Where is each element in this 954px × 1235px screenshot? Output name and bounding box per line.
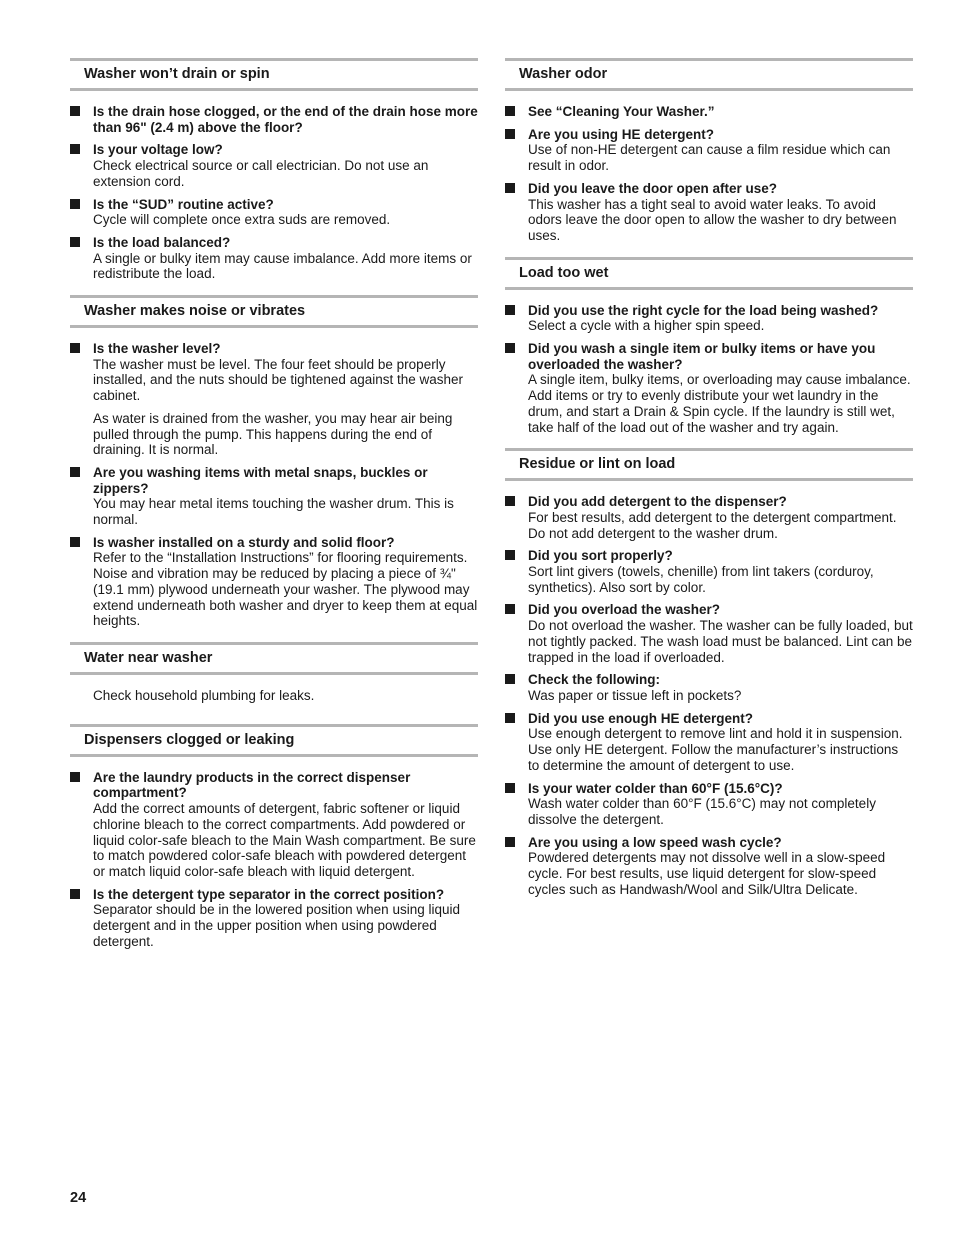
question-text: Is the load balanced? [93,234,231,250]
question-list [70,770,478,950]
square-bullet-icon [505,129,515,139]
question-text: Did you overload the washer? [528,602,721,618]
square-bullet-icon [505,837,515,847]
section-water-near-washer [70,642,478,704]
section-load-too-wet [505,257,913,436]
question-text: Did you wash a single item or bulky items or have you overloaded the washer? [528,341,876,372]
square-bullet-icon [70,199,80,209]
question-text: Are you using a low speed wash cycle? [528,834,782,850]
answer-text: Add the correct amounts of detergent, fabric softener or liquid chlorine bleach to the correct compartments. Add powdered or liquid color-safe bleach to the Main Wash compartment. Be sure to match powdered color-safe bleach with powdered detergent or match liquid color-safe bleach with liquid detergent. [93,801,476,879]
left-column [70,58,478,962]
list-item [505,494,913,541]
answer-text: Was paper or tissue left in pockets? [528,687,742,703]
list-item [505,602,913,665]
question-text: Is the washer level? [93,341,221,357]
list-item [70,142,478,189]
answer-text: Select a cycle with a higher spin speed. [528,318,765,334]
section-heading: Washer odor [505,58,913,91]
list-item [505,781,913,828]
answer-text: Cycle will complete once extra suds are removed. [93,212,391,228]
square-bullet-icon [505,713,515,723]
square-bullet-icon [505,496,515,506]
question-text: Did you sort properly? [528,548,673,564]
answer-text: You may hear metal items touching the washer drum. This is normal. [93,496,454,528]
list-item [505,303,913,334]
square-bullet-icon [70,144,80,154]
answer-text: For best results, add detergent to the detergent compartment. Do not add detergent to the washer drum. [528,509,897,541]
answer-text: Use of non-HE detergent can cause a film residue which can result in odor. [528,142,891,174]
question-text: Are you washing items with metal snaps, buckles or zippers? [93,464,428,496]
answer-text: Wash water colder than 60°F (15.6°C) may not completely dissolve the detergent. [528,796,876,827]
question-text: Is your voltage low? [93,142,223,158]
answer-extra-text: As water is drained from the washer, you may hear air being pulled through the pump. This happens during the end of draining. It is normal. [93,410,453,458]
section-heading: Load too wet [505,257,913,290]
list-item [505,341,913,435]
answer-text: A single item, bulky items, or overloading may cause imbalance. Add items or try to evenly distribute your wet laundry in the drum, and start a Drain & Spin cycle. If the laundry is still wet, take half of the load out of the washer and try again. [528,372,911,435]
question-text: Did you use enough HE detergent? [528,710,754,726]
answer-text: A single or bulky item may cause imbalance. Add more items or redistribute the load. [93,250,472,282]
answer-text: Powdered detergents may not dissolve well in a slow-speed cycle. For best results, use liquid detergent for slow-speed cycles such as Handwash/Wool and Silk/Ultra Delicate. [528,850,886,897]
answer-text: Check electrical source or call electrician. Do not use an extension cord. [93,158,429,189]
question-text: See “Cleaning Your Washer.” [528,104,715,119]
section-washer-won-t-drain-or-spin [70,58,478,282]
section-heading: Washer won’t drain or spin [70,58,478,91]
answer-text: Sort lint givers (towels, chenille) from lint takers (corduroy, synthetics). Also sort by color. [528,564,874,595]
square-bullet-icon [70,467,80,477]
list-item [70,887,478,950]
question-text: Is the drain hose clogged, or the end of the drain hose more than 96" (2.4 m) above the floor? [93,104,478,135]
question-list [505,303,913,436]
list-item [505,672,913,703]
answer-text: Refer to the “Installation Instructions” for flooring requirements. Noise and vibration may be reduced by placing a piece of ¾" (19.1 mm) plywood underneath your washer. The plywood may extend underneath both washer and dryer to keep them at equal heights. [93,550,478,629]
answer-text: Do not overload the washer. The washer can be fully loaded, but not tightly packed. The wash load must be balanced. Lint can be trapped in the load if overloaded. [528,618,913,665]
section-heading: Water near washer [70,642,478,675]
list-item [505,104,913,120]
list-item [70,770,478,880]
right-column [505,58,913,910]
section-dispensers-clogged-or-leaking [70,724,478,950]
question-list [70,104,478,282]
list-item [70,535,478,629]
list-item [505,548,913,595]
square-bullet-icon [70,537,80,547]
question-text: Is your water colder than 60°F (15.6°C)? [528,780,783,796]
list-item [505,181,913,244]
section-text: Check household plumbing for leaks. [93,687,315,703]
list-item [505,835,913,898]
list-item [70,465,478,528]
question-list [505,494,913,897]
square-bullet-icon [505,674,515,684]
square-bullet-icon [505,550,515,560]
question-text: Is the detergent type separator in the correct position? [93,886,445,902]
square-bullet-icon [70,889,80,899]
section-washer-odor [505,58,913,244]
section-residue-or-lint-on-load [505,448,913,897]
list-item [70,197,478,228]
square-bullet-icon [505,604,515,614]
list-item [70,235,478,282]
square-bullet-icon [70,237,80,247]
section-heading: Residue or lint on load [505,448,913,481]
question-text: Check the following: [528,672,661,688]
list-item [505,127,913,174]
list-item [505,711,913,774]
page-number: 24 [70,1190,87,1206]
answer-text: Separator should be in the lowered position when using liquid detergent and in the upper position when using powdered detergent. [93,902,460,949]
square-bullet-icon [505,106,515,116]
section-heading: Dispensers clogged or leaking [70,724,478,757]
question-text: Did you add detergent to the dispenser? [528,494,787,510]
square-bullet-icon [505,305,515,315]
section-washer-makes-noise-or-vibrates [70,295,478,629]
square-bullet-icon [70,343,80,353]
question-text: Are the laundry products in the correct dispenser compartment? [93,769,411,801]
question-text: Did you leave the door open after use? [528,180,778,196]
square-bullet-icon [505,343,515,353]
question-text: Are you using HE detergent? [528,126,715,142]
answer-text: This washer has a tight seal to avoid water leaks. To avoid odors leave the door open to allow the washer to dry between uses. [528,196,897,243]
square-bullet-icon [70,772,80,782]
question-list [70,341,478,629]
square-bullet-icon [505,783,515,793]
question-text: Did you use the right cycle for the load being washed? [528,302,879,318]
question-text: Is washer installed on a sturdy and solid floor? [93,534,395,550]
section-heading: Washer makes noise or vibrates [70,295,478,328]
question-list [505,104,913,244]
answer-text: Use enough detergent to remove lint and hold it in suspension. Use only HE detergent. Follow the manufacturer’s instructions to determine the amount of detergent to use. [528,726,903,773]
square-bullet-icon [505,183,515,193]
list-item [70,104,478,135]
list-item [70,341,478,458]
answer-text: The washer must be level. The four feet should be properly installed, and the nuts should be tightened against the washer cabinet. [93,356,464,404]
square-bullet-icon [70,106,80,116]
question-text: Is the “SUD” routine active? [93,196,274,212]
